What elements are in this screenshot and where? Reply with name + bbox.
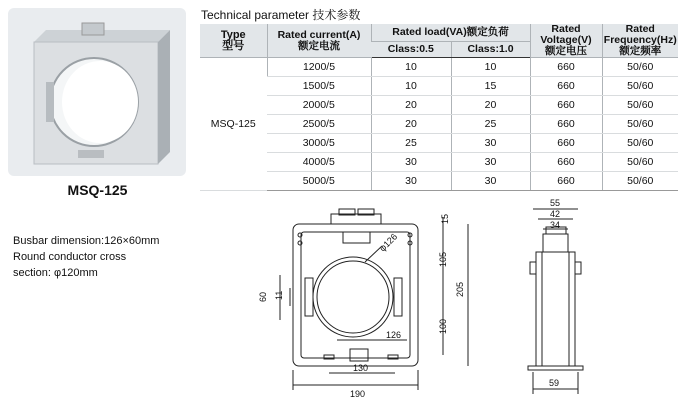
header-class-05: Class:0.5	[371, 41, 451, 57]
product-caption: MSQ-125	[67, 182, 128, 198]
cell-load-10: 25	[451, 115, 530, 134]
cell-current: 5000/5	[267, 172, 371, 191]
cell-load-05: 30	[371, 172, 451, 191]
cell-voltage: 660	[530, 153, 602, 172]
cell-voltage: 660	[530, 172, 602, 191]
cell-frequency: 50/60	[602, 77, 678, 96]
dim-60: 60	[258, 291, 268, 302]
cell-voltage: 660	[530, 115, 602, 134]
cell-load-10: 20	[451, 96, 530, 115]
cell-frequency: 50/60	[602, 96, 678, 115]
cell-current: 2000/5	[267, 96, 371, 115]
header-load: Rated load(VA)额定负荷	[371, 24, 530, 41]
cell-current: 1500/5	[267, 77, 371, 96]
header-frequency-1: Rated	[625, 23, 655, 35]
cell-frequency: 50/60	[602, 153, 678, 172]
spec-round-conductor: Round conductor cross	[13, 251, 127, 263]
cell-load-05: 10	[371, 77, 451, 96]
cell-load-10: 10	[451, 58, 530, 77]
dim-205: 205	[455, 281, 465, 297]
spec-busbar: Busbar dimension:126×60mm	[13, 235, 160, 247]
side-view-dimensions	[549, 198, 560, 388]
dim-phi126: φ126	[377, 231, 400, 254]
cell-voltage: 660	[530, 77, 602, 96]
side-view-drawing	[528, 209, 583, 394]
cell-frequency: 50/60	[602, 134, 678, 153]
header-class-10: Class:1.0	[451, 41, 530, 57]
header-type-en: Type	[220, 28, 246, 41]
cell-voltage: 660	[530, 96, 602, 115]
cell-load-05: 20	[371, 115, 451, 134]
cell-load-05: 30	[371, 153, 451, 172]
header-current-cn: 额定电流	[298, 39, 340, 52]
dim-34: 34	[550, 220, 561, 230]
header-frequency-2: Frequency(Hz)	[603, 34, 677, 46]
cell-current: 4000/5	[267, 153, 371, 172]
cell-load-10: 30	[451, 153, 530, 172]
header-frequency-3: 额定频率	[619, 45, 662, 57]
header-type-cn: 型号	[222, 39, 245, 52]
cell-frequency: 50/60	[602, 115, 678, 134]
dim-105: 105	[438, 251, 448, 267]
front-view-drawing	[280, 209, 468, 390]
cell-load-10: 30	[451, 134, 530, 153]
dim-11: 11	[274, 290, 284, 300]
dim-42: 42	[550, 209, 561, 219]
model-cell: MSQ-125	[200, 58, 267, 191]
cell-load-05: 25	[371, 134, 451, 153]
cell-load-10: 15	[451, 77, 530, 96]
header-voltage-3: 额定电压	[545, 45, 587, 57]
cell-voltage: 660	[530, 58, 602, 77]
dim-126: 126	[386, 330, 402, 340]
cell-current: 2500/5	[267, 115, 371, 134]
cell-load-05: 20	[371, 96, 451, 115]
table-title: Technical parameter 技术参数	[201, 8, 361, 22]
cell-current: 1200/5	[267, 58, 371, 77]
dim-130: 130	[353, 363, 369, 373]
dim-190: 190	[350, 389, 366, 399]
dim-59: 59	[549, 378, 560, 388]
cell-load-05: 10	[371, 58, 451, 77]
cell-voltage: 660	[530, 134, 602, 153]
spec-section: section: φ120mm	[13, 267, 98, 279]
cell-frequency: 50/60	[602, 58, 678, 77]
header-voltage-2: Voltage(V)	[540, 34, 592, 46]
cell-load-10: 30	[451, 172, 530, 191]
dim-15: 15	[440, 213, 450, 224]
header-current-en: Rated current(A)	[277, 28, 361, 41]
dim-100: 100	[438, 318, 448, 334]
dim-55: 55	[550, 198, 561, 208]
cell-current: 3000/5	[267, 134, 371, 153]
cell-frequency: 50/60	[602, 172, 678, 191]
header-voltage-1: Rated	[551, 23, 581, 35]
